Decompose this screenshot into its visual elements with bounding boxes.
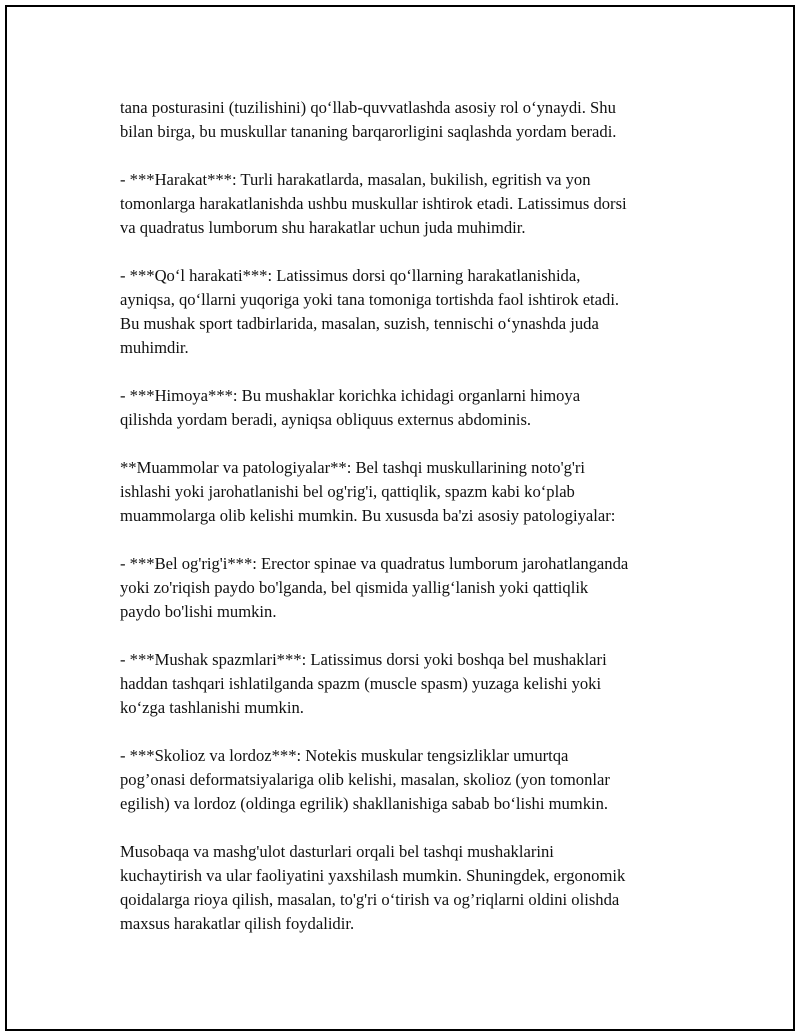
paragraph-back-pain: - ***Bel og'rig'i***: Erector spinae va quadratus lumborum jarohatlanganda yoki zo'riqish paydo bo'lganda, bel qismida yallig‘lanish yoki qattiqlik paydo bo'lishi mumkin. xyxy=(120,554,629,621)
paragraph-protection: - ***Himoya***: Bu mushaklar korichka ichidagi organlarni himoya qilishda yordam beradi, ayniqsa obliquus externus abdominis. xyxy=(120,386,581,429)
paragraph-posture-intro: tana posturasini (tuzilishini) qo‘llab-quvvatlashda asosiy rol o‘ynaydi. Shu bilan birga, bu muskullar tananing barqarorligini saqlashda yordam beradi. xyxy=(120,98,617,141)
paragraph-arm-movement: - ***Qo‘l harakati***: Latissimus dorsi qo‘llarning harakatlanishida, ayniqsa, qo‘llarni yuqoriga yoki tana tomoniga tortishda faol ishtirok etadi. Bu mushak sport tadbirlarida, masalan, suzish, tennischi o‘ynashda juda muhimdir. xyxy=(120,266,620,357)
paragraph-problems-pathologies: **Muammolar va patologiyalar**: Bel tashqi muskullarining noto'g'ri ishlashi yoki jarohatlanishi bel og'rig'i, qattiqlik, spazm kabi ko‘plab muammolarga olib kelishi mumkin. Bu xususda ba'zi asosiy patologiyalar: xyxy=(120,458,616,525)
page-frame xyxy=(5,5,795,1031)
paragraph-scoliosis-lordosis: - ***Skolioz va lordoz***: Notekis muskular tengsizliklar umurtqa pog’onasi deformatsiyalariga olib kelishi, masalan, skolioz (yon tomonlar egilish) va lordoz (oldinga egrilik) shakllanishiga sabab bo‘lishi mumkin. xyxy=(120,746,610,813)
paragraph-muscle-spasms: - ***Mushak spazmlari***: Latissimus dorsi yoki boshqa bel mushaklari haddan tashqari ishlatilganda spazm (muscle spasm) yuzaga kelishi yoki ko‘zga tashlanishi mumkin. xyxy=(120,650,607,717)
paragraph-conclusion: Musobaqa va mashg'ulot dasturlari orqali bel tashqi mushaklarini kuchaytirish va ular faoliyatini yaxshilash mumkin. Shuningdek, ergonomik qoidalarga rioya qilish, masalan, to'g'ri o‘tirish va og’riqlarni oldini olishda maxsus harakatlar qilish foydalidir. xyxy=(120,842,626,933)
paragraph-movement: - ***Harakat***: Turli harakatlarda, masalan, bukilish, egritish va yon tomonlarga harakatlanishda ushbu muskullar ishtirok etadi. Latissimus dorsi va quadratus lumborum shu harakatlar uchun juda muhimdir. xyxy=(120,170,627,237)
document-body xyxy=(120,96,700,960)
